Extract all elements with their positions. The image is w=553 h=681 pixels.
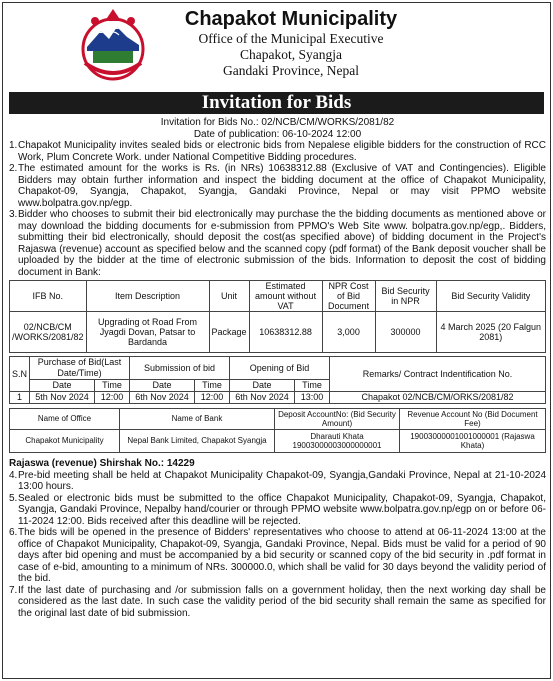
notice-title: Invitation for Bids (9, 92, 544, 114)
table-row (10, 392, 546, 404)
col-purchase: Purchase of Bid(Last Date/Time) (30, 357, 130, 380)
cell-unit: Package (209, 312, 249, 353)
col-remarks: Remarks/ Contract Indentification No. (330, 357, 546, 392)
paragraph-number: 5. (9, 492, 18, 504)
cell-remarks: Chapakot 02/NCB/CM/ORKS/2081/82 (330, 392, 546, 404)
table-header-row (10, 409, 546, 430)
notice-body (9, 117, 546, 619)
cell-estimated-amount: 10638312.88 (249, 312, 322, 353)
cell-deposit-account: Dharauti Khata 19003000003000000001 (275, 430, 400, 453)
publication-date: Date of publication: 06-10-2024 12:00 (193, 128, 362, 140)
paragraph-text: Chapakot Municipality invites sealed bids or electronic bids from Nepalese eligible bidders for the construction of RCC Work, Plum Concrete Work. under National Competitive Bidding procedures. (18, 140, 546, 163)
municipality-name: Chapakot Municipality (184, 8, 398, 30)
paragraph-text: Sealed or electronic bids must be submitted to the office Chapakot Municipality, Chapakot-09, Syangja, Chapakot, Syangja, Gandaki Province, Nepalby hand/courier or through PPMO website www.bolpatra.gov.np/egp on or before 06-11-2024 12:00. Bids received after this deadline will be rejected. (18, 492, 546, 527)
paragraph-6 (9, 527, 546, 585)
cell-revenue-account: 19003000001001000001 (Rajaswa Khata) (400, 430, 546, 453)
col-bid-security: Bid Security in NPR (375, 281, 436, 312)
cell-bank-name: Nepal Bank Limited, Chapakot Syangja (120, 430, 275, 453)
paragraph-number: 6. (9, 527, 18, 538)
office-province: Gandaki Province, Nepal (222, 63, 360, 78)
cell-bid-security: 300000 (375, 312, 436, 353)
paragraph-number: 4. (9, 469, 18, 481)
col-time: Time (295, 380, 330, 392)
paragraph-number: 2. (9, 163, 18, 174)
cell-ifb-no: 02/NCB/CM /WORKS/2081/82 (10, 312, 87, 353)
paragraph-7 (9, 585, 546, 620)
schedule-table (9, 356, 546, 404)
cell-opening-time: 13:00 (295, 392, 330, 404)
cell-submission-time: 12:00 (195, 392, 230, 404)
cell-submission-date: 6th Nov 2024 (130, 392, 195, 404)
office-name: Office of the Municipal Executive (198, 31, 384, 46)
header-text (171, 7, 411, 79)
col-bank-name: Name of Bank (120, 409, 275, 430)
col-time: Time (195, 380, 230, 392)
col-time: Time (95, 380, 130, 392)
notice-page (2, 2, 551, 679)
cell-bid-security-validity: 4 March 2025 (20 Falgun 2081) (436, 312, 545, 353)
col-office-name: Name of Office (10, 409, 120, 430)
col-bid-doc-cost: NPR Cost of Bid Document (322, 281, 375, 312)
cell-sn: 1 (10, 392, 30, 404)
cell-purchase-date: 5th Nov 2024 (30, 392, 95, 404)
paragraph-1 (9, 140, 546, 163)
header (3, 3, 550, 89)
paragraph-text: The bids will be opened in the presence of Bidders' representatives who choose to attend at 06-11-2024 13:00 at the office of Chapakot Municipality, Chapakot-09, Syangja, Gandaki Province, Nepal. Bids must be valid for a period of 90 days after bid opening and must be accompanied by a bid security or scanned copy of the bid security in .pdf format in case of e-bid, amounting to a minimum of NRs. 300000.0, which shall be valid for 30 days beyond the validity period of the bid. (18, 527, 546, 584)
col-unit: Unit (209, 281, 249, 312)
revenue-heading: Rajaswa (revenue) Shirshak No.: 14229 (9, 458, 195, 469)
cell-bid-doc-cost: 3,000 (322, 312, 375, 353)
municipality-emblem-icon (73, 5, 153, 85)
paragraph-text: Pre-bid meeting shall be held at Chapakot Municipality Chapakot-09, Syangja,Gandaki Province, Nepal at 21-10-2024 13:00 hours. (18, 469, 546, 492)
col-deposit-account: Deposit AccountNo: (Bid Security Amount) (275, 409, 400, 430)
paragraph-text: If the last date of purchasing and /or submission falls on a government holiday, then the next working day shall be considered as the last date. In such case the validity period of the bid security shall remain the same as specified for the original last date of bid submission. (18, 584, 546, 619)
paragraph-2 (9, 163, 546, 209)
paragraph-number: 3. (9, 209, 18, 220)
cell-item-description: Upgrading ot Road From Jyagdi Dovan, Patsar to Bardanda (86, 312, 209, 353)
col-date: Date (30, 380, 95, 392)
col-revenue-account: Revenue Account No (Bid Document Fee) (400, 409, 546, 430)
paragraph-number: 1. (9, 140, 18, 151)
office-location: Chapakot, Syangja (240, 47, 342, 62)
cell-opening-date: 6th Nov 2024 (230, 392, 295, 404)
col-submission: Submission of bid (130, 357, 230, 380)
paragraph-5 (9, 493, 546, 528)
table-header-row (10, 357, 546, 380)
cell-office-name: Chapakot Municipality (10, 430, 120, 453)
table-header-row (10, 281, 546, 312)
bid-details-wrapper (9, 280, 546, 353)
cell-purchase-time: 12:00 (95, 392, 130, 404)
paragraph-text: Bidder who chooses to submit their bid electronically may purchase the the bidding documents as mentioned above or may download the bidding documents for e-submission from PPMO's Web Site www. bolpatra.gov.np/egp,. Bidders, submitting their bid electronically, should deposit the cost(as specified above) of bidding document in the Project's Rajaswa (revenue) account as specified below and the scanned copy (pdf format) of the Bank deposit voucher shall be uploaded by the bidder at the time of electronic submission of the bids. Information to deposit the cost of bidding document in Bank: (18, 209, 546, 278)
paragraph-text: The estimated amount for the works is Rs. (in NRs) 10638312.88 (Exclusive of VAT and Contingencies). Eligible Bidders may obtain further information and inspect the bidding document at the office of Chapakot Municipality, Chapakot-09, Syangja, Chapakot, Syangja, Gandaki Province, Nepal or may visit PPMO website www.bolpatra.gov.np/egp. (18, 163, 546, 209)
col-bid-security-validity: Bid Security Validity (436, 281, 545, 312)
table-row (10, 312, 546, 353)
paragraph-3 (9, 209, 546, 278)
col-estimated-amount: Estimated amount without VAT (249, 281, 322, 312)
col-date: Date (130, 380, 195, 392)
col-sn: S.N (10, 357, 30, 392)
col-date: Date (230, 380, 295, 392)
col-ifb-no: IFB No. (10, 281, 87, 312)
col-item-description: Item Description (86, 281, 209, 312)
table-row (10, 430, 546, 453)
bank-details-table (9, 408, 546, 453)
paragraph-number: 7. (9, 584, 18, 596)
col-opening: Opening of Bid (230, 357, 330, 380)
bid-number: Invitation for Bids No.: 02/NCB/CM/WORKS/2081/82 (160, 117, 395, 128)
paragraph-4 (9, 470, 546, 493)
bid-details-table (9, 280, 546, 353)
